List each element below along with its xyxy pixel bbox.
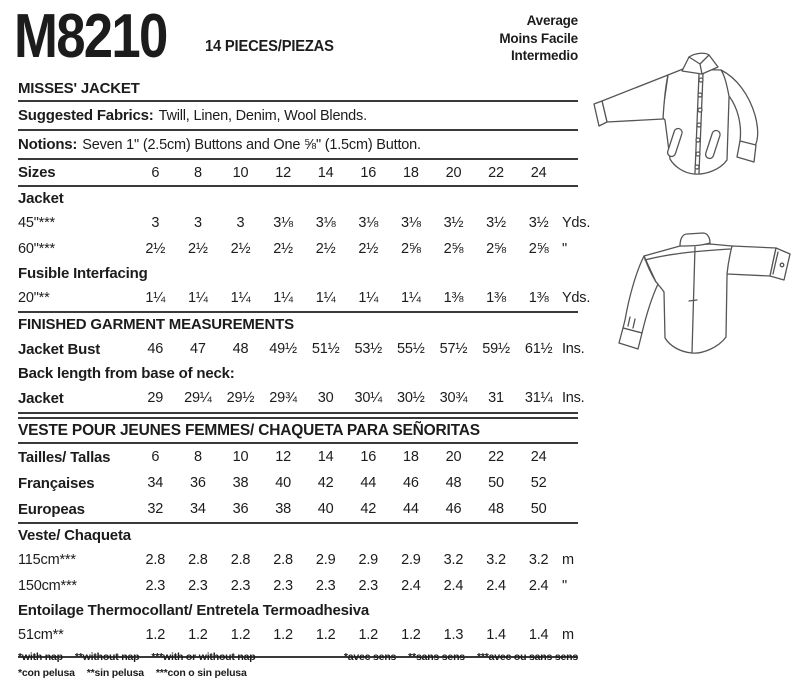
cell-value: 8 <box>193 449 202 465</box>
unit-label: Yds. <box>561 215 591 231</box>
pattern-number: M8210 <box>14 2 167 71</box>
cell-value: 46 <box>445 501 462 517</box>
cell-value: 2½ <box>273 241 293 257</box>
cell-value: 1.2 <box>273 627 293 643</box>
cell-value: 1.2 <box>315 627 336 643</box>
cell-value: 42 <box>360 501 377 517</box>
size-column-header: 16 <box>360 164 377 181</box>
notions-row <box>18 131 578 160</box>
cell-value: 47 <box>190 341 206 357</box>
footnote-item: ***avec ou sans sens <box>476 651 578 663</box>
cell-value: 46 <box>402 475 419 491</box>
cell-value: 2.3 <box>315 578 336 594</box>
footnote-item: **sans sens <box>408 651 465 663</box>
cell-value: 48 <box>488 501 504 517</box>
cell-value: 36 <box>232 501 249 517</box>
table-row <box>18 547 578 573</box>
cell-value: 52 <box>530 475 547 491</box>
cell-value: 3½ <box>528 215 549 231</box>
double-rule <box>18 412 578 419</box>
cell-value: 1.2 <box>145 627 166 643</box>
cell-value: 1⅜ <box>443 290 464 306</box>
row-label: Sizes <box>18 164 56 181</box>
table-row <box>18 285 591 311</box>
size-column-header: 18 <box>402 164 419 181</box>
cell-value: 34 <box>190 501 206 517</box>
cell-value: 3.2 <box>528 552 549 568</box>
cell-value: 1¼ <box>315 290 336 306</box>
row-label: 150cm*** <box>18 578 77 594</box>
footnote-item: ***with or without nap <box>151 651 256 663</box>
row-label: Jacket Bust <box>18 340 101 358</box>
cell-value: 2.3 <box>273 578 293 594</box>
size-chart <box>18 160 591 658</box>
cell-value: 22 <box>488 449 504 465</box>
row-label: Françaises <box>18 474 95 492</box>
cell-value: 18 <box>402 449 419 465</box>
cell-value: 2.8 <box>188 552 208 568</box>
size-chart-panel <box>18 100 591 658</box>
cell-value: 2.8 <box>230 552 251 568</box>
cell-value: 2.9 <box>315 552 336 568</box>
cell-value: 2.4 <box>486 578 506 594</box>
size-column-header: 24 <box>530 164 547 181</box>
cell-value: 42 <box>317 475 334 491</box>
cell-value: 29 <box>147 390 164 406</box>
unit-label: Yds. <box>561 290 591 306</box>
cell-value: 3⅛ <box>273 215 293 231</box>
cell-value: 46 <box>147 341 164 357</box>
cell-value: 1.2 <box>230 627 251 643</box>
jacket-back-illustration <box>580 212 812 442</box>
cell-value: 16 <box>360 449 377 465</box>
size-column-header: 6 <box>151 164 160 181</box>
row-label: Jacket <box>18 389 64 407</box>
cell-value: 2.4 <box>443 578 464 594</box>
cell-value: 44 <box>402 501 419 517</box>
cell-value: 2⅝ <box>443 241 464 257</box>
size-column-header: 14 <box>317 164 334 181</box>
cell-value: 2.4 <box>401 578 421 594</box>
footnote-item: ***con o sin pelusa <box>155 667 247 679</box>
table-row <box>18 236 578 262</box>
row-label: 115cm*** <box>18 552 76 568</box>
cell-value: 53½ <box>354 341 383 357</box>
cell-value: 29¾ <box>269 390 297 406</box>
cell-value: 57½ <box>439 341 468 357</box>
cell-value: 2.9 <box>401 552 421 568</box>
footnote-item: *con pelusa <box>18 667 75 679</box>
row-label: Europeas <box>18 500 85 518</box>
table-row <box>18 470 578 496</box>
section-header: Fusible Interfacing <box>18 265 148 282</box>
fabrics-value: Twill, Linen, Denim, Wool Blends. <box>158 107 367 124</box>
footnote-item: *with nap <box>18 651 63 663</box>
cell-value: 24 <box>530 449 547 465</box>
jacket-front-illustration <box>590 40 812 240</box>
size-column-header: 22 <box>488 164 504 181</box>
cell-value: 2½ <box>315 241 336 257</box>
section-header: Entoilage Thermocollant/ Entretela Termoadhesiva <box>18 602 370 619</box>
cell-value: 2.9 <box>358 552 379 568</box>
cell-value: 29½ <box>226 390 255 406</box>
table-row <box>18 622 578 648</box>
footnote-item: **without nap <box>74 651 140 663</box>
difficulty-es: Intermedio <box>510 48 578 63</box>
cell-value: 6 <box>151 449 160 465</box>
cell-value: 59½ <box>482 341 510 357</box>
cell-value: 2.8 <box>145 552 166 568</box>
cell-value: 1¼ <box>230 290 251 306</box>
fabrics-label: Suggested Fabrics: <box>18 107 154 124</box>
footnote-english <box>18 651 255 663</box>
cell-value: 14 <box>317 449 334 465</box>
section-header: Veste/ Chaqueta <box>18 527 131 544</box>
cell-value: 48 <box>232 341 249 357</box>
table-row <box>18 385 585 411</box>
cell-value: 3½ <box>443 215 464 231</box>
cell-value: 1.3 <box>443 627 464 643</box>
cell-value: 1¼ <box>273 290 293 306</box>
cell-value: 30½ <box>397 390 425 406</box>
size-column-header: 12 <box>275 164 291 181</box>
cell-value: 1¼ <box>400 290 421 306</box>
cell-value: 30¼ <box>354 390 383 406</box>
cell-value: 51½ <box>311 341 340 357</box>
cell-value: 44 <box>360 475 377 491</box>
cell-value: 2.3 <box>188 578 208 594</box>
table-row <box>18 210 591 236</box>
cell-value: 2⅝ <box>486 241 506 257</box>
cell-value: 2.8 <box>273 552 293 568</box>
cell-value: 2.4 <box>528 578 549 594</box>
cell-value: 48 <box>445 475 462 491</box>
table-row <box>18 496 578 522</box>
cell-value: 31¼ <box>524 390 553 406</box>
footnote-spanish <box>18 667 247 679</box>
cell-value: 1¼ <box>358 290 379 306</box>
unit-label: " <box>561 578 567 594</box>
cell-value: 1.4 <box>486 627 506 643</box>
cell-value: 61½ <box>524 341 553 357</box>
cell-value: 31 <box>488 390 504 406</box>
cell-value: 40 <box>275 475 291 491</box>
cell-value: 29¼ <box>184 390 212 406</box>
cell-value: 1.2 <box>401 627 421 643</box>
row-label: 51cm** <box>18 627 64 643</box>
suggested-fabrics-row <box>18 102 578 131</box>
cell-value: 36 <box>190 475 206 491</box>
cell-value: 1¼ <box>145 290 166 306</box>
notions-label: Notions: <box>18 136 78 153</box>
table-row <box>18 573 578 599</box>
cell-value: 32 <box>147 501 164 517</box>
cell-value: 34 <box>147 475 164 491</box>
difficulty-fr: Moins Facile <box>499 30 578 46</box>
cell-value: 1.2 <box>358 627 379 643</box>
table-row <box>18 444 578 470</box>
cell-value: 49½ <box>269 341 297 357</box>
cell-value: 30¾ <box>439 390 468 406</box>
cell-value: 55½ <box>397 341 425 357</box>
row-label: 45"*** <box>18 215 56 231</box>
cell-value: 1⅜ <box>486 290 506 306</box>
cell-value: 2.3 <box>230 578 251 594</box>
row-label: 20"** <box>18 290 50 306</box>
cell-value: 2.3 <box>145 578 166 594</box>
cell-value: 3.2 <box>443 552 464 568</box>
cell-value: 2½ <box>145 241 166 257</box>
cell-value: 3⅛ <box>358 215 379 231</box>
cell-value: 3 <box>151 215 160 231</box>
cell-value: 3½ <box>486 215 506 231</box>
table-row <box>18 160 578 185</box>
cell-value: 1.4 <box>528 627 549 643</box>
cell-value: 38 <box>275 501 291 517</box>
row-label: Tailles/ Tallas <box>18 448 111 466</box>
cell-value: 1⅜ <box>528 290 549 306</box>
size-column-header: 20 <box>445 164 462 181</box>
cell-value: 2⅝ <box>400 241 421 257</box>
pieces-count: 14 PIECES/PIEZAS <box>205 38 334 55</box>
unit-label: m <box>561 627 574 643</box>
footnote-french <box>344 651 578 663</box>
unit-label: " <box>561 241 567 257</box>
garment-title: MISSES' JACKET <box>18 80 140 97</box>
section-header: FINISHED GARMENT MEASUREMENTS <box>18 316 294 333</box>
band-header: VESTE POUR JEUNES FEMMES/ CHAQUETA PARA SEÑORITAS <box>18 422 480 439</box>
cell-value: 2½ <box>188 241 208 257</box>
cell-value: 2.3 <box>358 578 379 594</box>
cell-value: 20 <box>445 449 462 465</box>
cell-value: 2½ <box>230 241 251 257</box>
notions-value: Seven 1" (2.5cm) Buttons and One ⅝" (1.5cm) Button. <box>82 136 421 153</box>
row-label: 60"*** <box>18 241 56 257</box>
unit-label: Ins. <box>561 341 585 357</box>
cell-value: 2⅝ <box>528 241 549 257</box>
difficulty-block <box>499 12 578 65</box>
cell-value: 2½ <box>358 241 379 257</box>
cell-value: 1.2 <box>188 627 208 643</box>
cell-value: 38 <box>232 475 249 491</box>
cell-value: 30 <box>317 390 334 406</box>
cell-value: 3.2 <box>486 552 506 568</box>
footnote-item: **sin pelusa <box>86 667 144 679</box>
cell-value: 3⅛ <box>400 215 421 231</box>
unit-label: Ins. <box>561 390 585 406</box>
cell-value: 50 <box>488 475 504 491</box>
section-header: Back length from base of neck: <box>18 365 235 382</box>
cell-value: 40 <box>317 501 334 517</box>
table-row <box>18 336 585 362</box>
cell-value: 10 <box>232 449 249 465</box>
cell-value: 3⅛ <box>315 215 336 231</box>
size-column-header: 10 <box>232 164 249 181</box>
cell-value: 1¼ <box>188 290 208 306</box>
unit-label: m <box>561 552 574 568</box>
cell-value: 50 <box>530 501 547 517</box>
difficulty-en: Average <box>526 13 578 28</box>
section-header: Jacket <box>18 190 64 207</box>
cell-value: 3 <box>236 215 245 231</box>
size-column-header: 8 <box>193 164 202 181</box>
cell-value: 3 <box>193 215 202 231</box>
cell-value: 12 <box>275 449 291 465</box>
footnote-item: *avec sens <box>343 651 397 663</box>
